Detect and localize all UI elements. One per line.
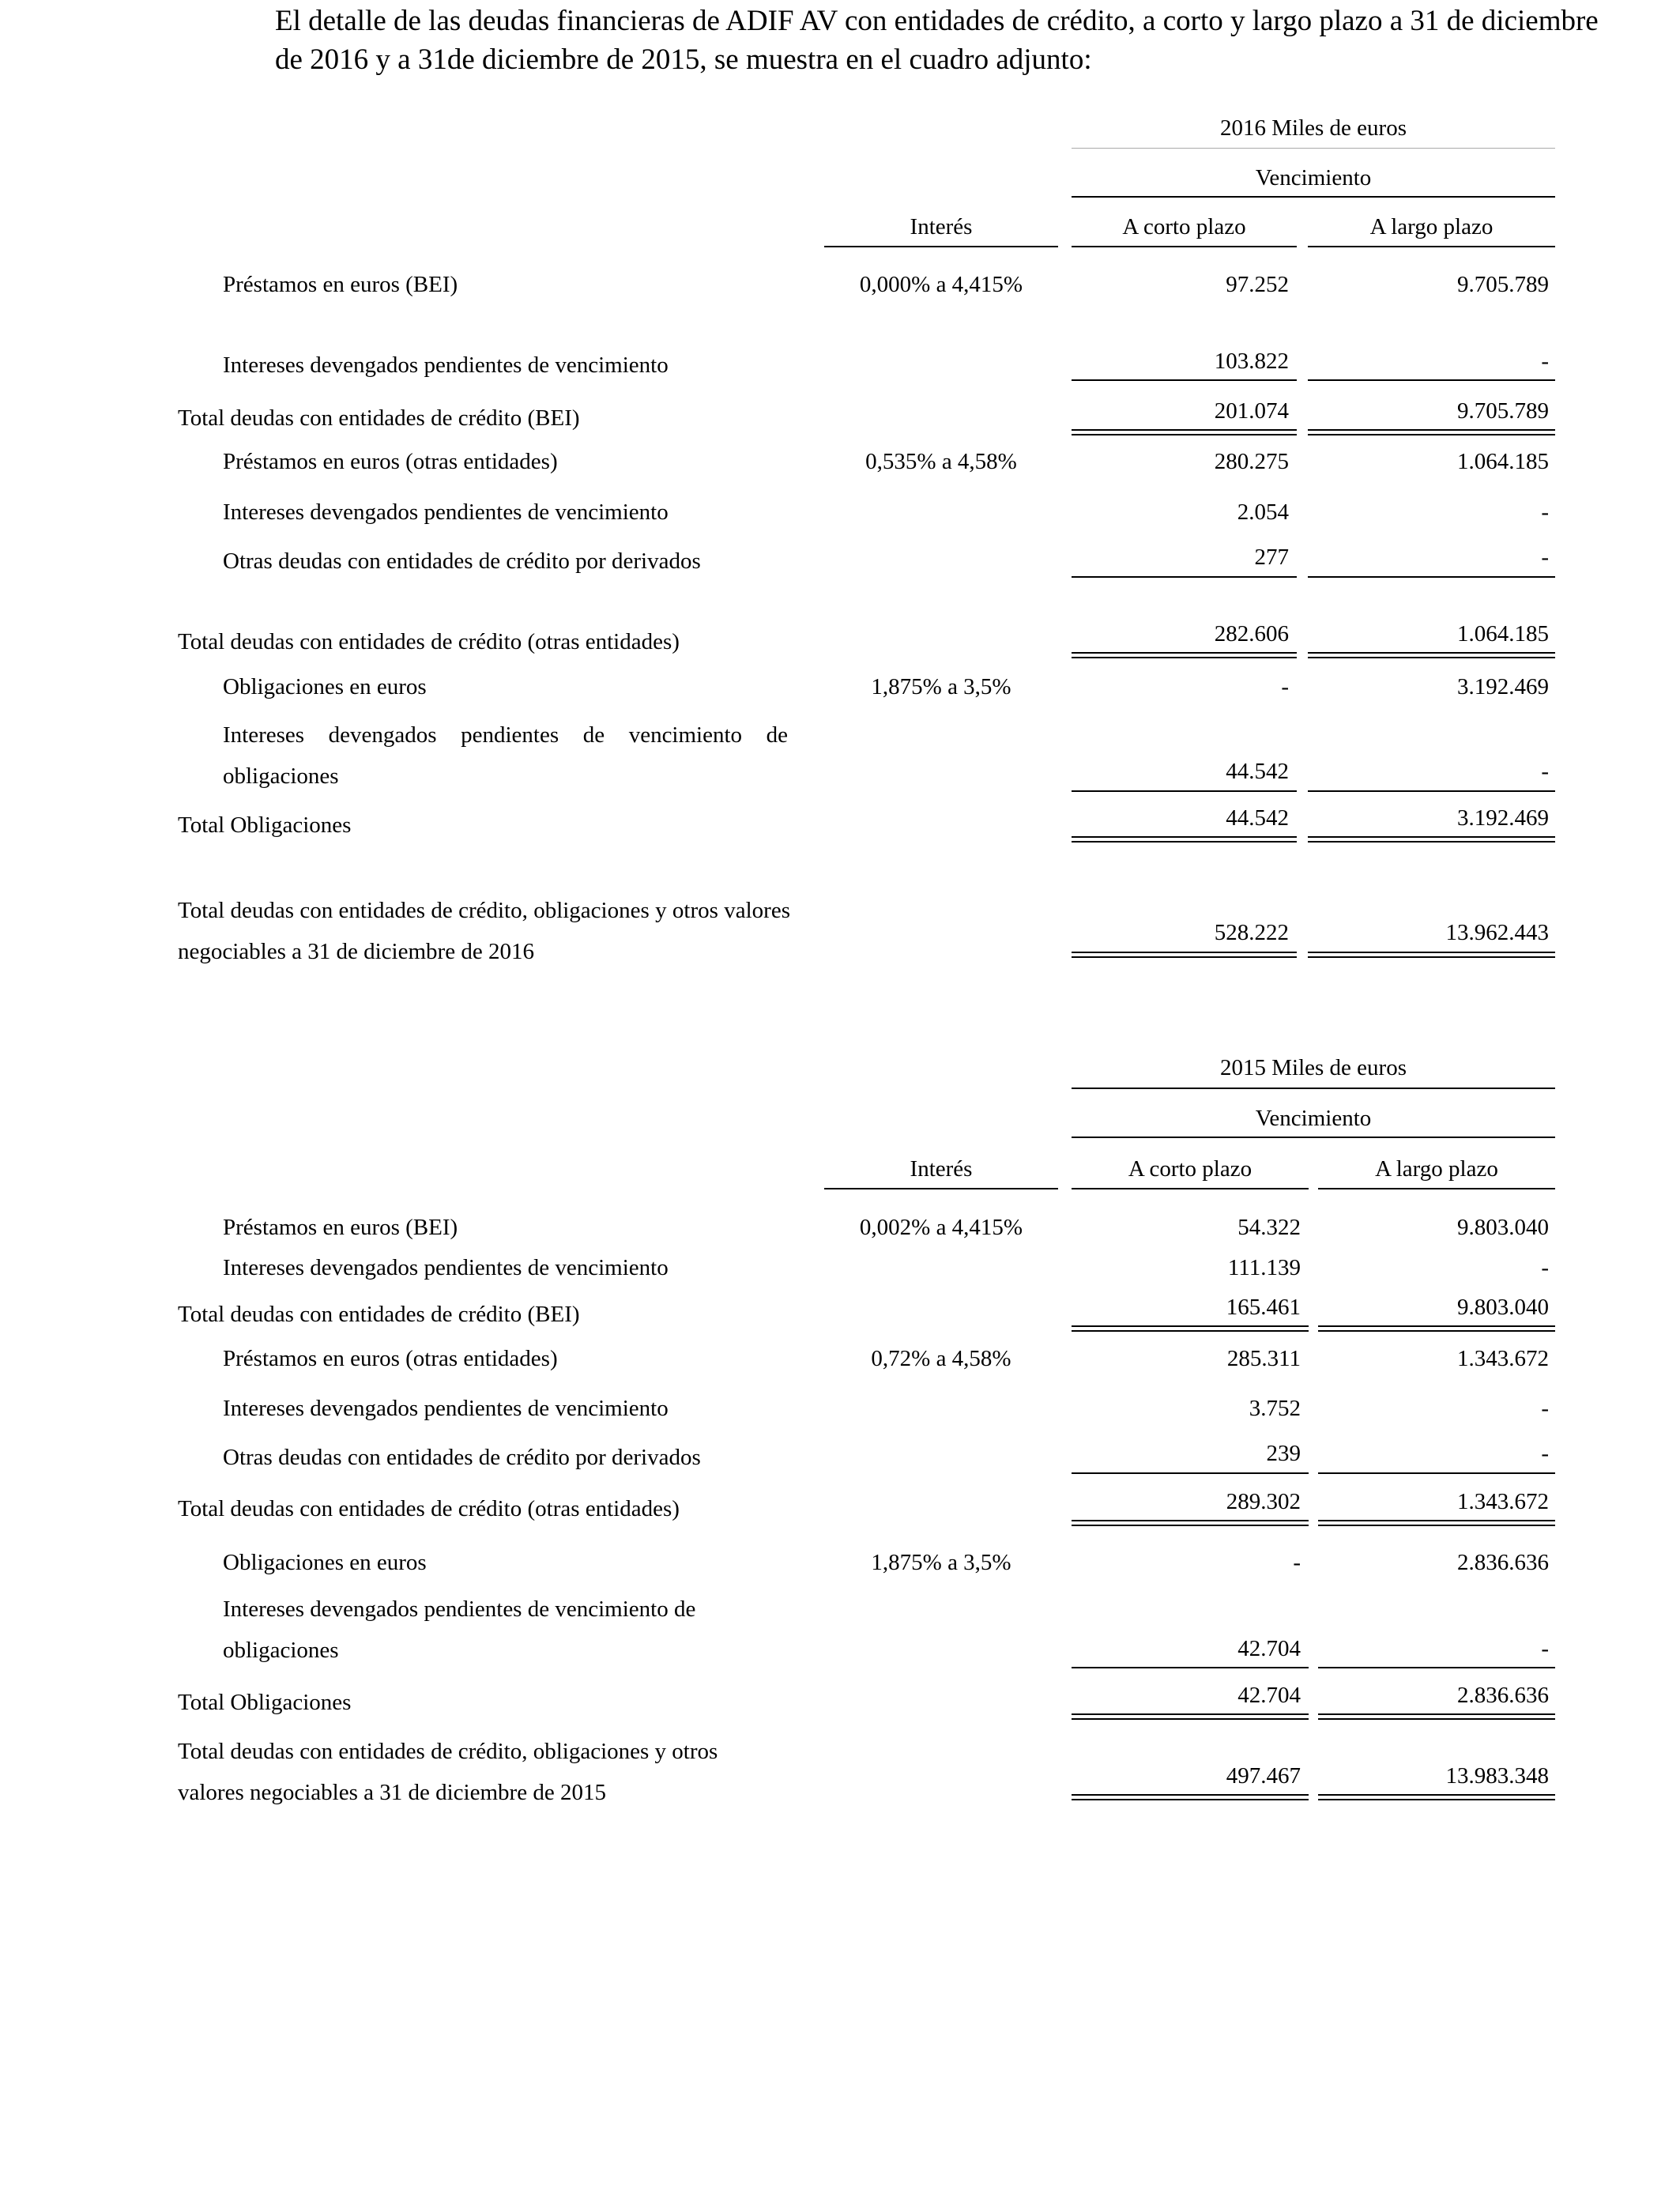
- row-largo: -: [1541, 349, 1549, 374]
- row-largo: -: [1541, 1636, 1549, 1661]
- double-rule: [1318, 1713, 1555, 1720]
- divider: [1072, 196, 1555, 198]
- table-2016-header: 2016 Miles de euros: [1220, 115, 1407, 141]
- divider: [1318, 1472, 1555, 1474]
- divider: [1308, 379, 1555, 381]
- row-label: Préstamos en euros (otras entidades): [223, 449, 558, 474]
- double-rule: [1072, 952, 1297, 958]
- row-largo: 1.064.185: [1457, 449, 1549, 474]
- divider: [1308, 790, 1555, 792]
- row-interes: 0,000% a 4,415%: [859, 272, 1023, 297]
- row-label: Total deudas con entidades de crédito, obligaciones y otros valores negociables a 31 de diciembre de 2016: [178, 898, 790, 964]
- double-rule: [1072, 429, 1297, 435]
- row-largo: 1.343.672: [1457, 1346, 1549, 1371]
- divider: [1072, 1137, 1555, 1138]
- row-corto: 111.139: [1227, 1255, 1301, 1280]
- row-corto: 239: [1266, 1441, 1301, 1466]
- divider: [1072, 1088, 1555, 1089]
- double-rule: [1308, 836, 1555, 843]
- row-label: Total deudas con entidades de crédito (otras entidades): [178, 1496, 680, 1521]
- row-largo: 1.343.672: [1457, 1489, 1549, 1514]
- divider: [1318, 1667, 1555, 1668]
- row-corto: 289.302: [1226, 1489, 1301, 1514]
- row-largo: 2.836.636: [1457, 1550, 1549, 1575]
- row-largo: 3.192.469: [1457, 674, 1549, 699]
- row-largo: 13.983.348: [1445, 1763, 1549, 1789]
- divider: [1072, 1188, 1309, 1189]
- row-largo: 9.803.040: [1457, 1295, 1549, 1320]
- double-rule: [1072, 1520, 1309, 1526]
- table-2015-header: 2015 Miles de euros: [1220, 1055, 1407, 1080]
- double-rule: [1308, 429, 1555, 435]
- row-label: Otras deudas con entidades de crédito por derivados: [223, 1445, 701, 1470]
- divider: [1072, 246, 1297, 247]
- row-label: Intereses devengados pendientes de vencimiento: [223, 1255, 669, 1280]
- row-label: Total deudas con entidades de crédito (BEI): [178, 405, 580, 431]
- double-rule: [1308, 652, 1555, 658]
- row-label: Préstamos en euros (BEI): [223, 272, 458, 297]
- intro-paragraph: El detalle de las deudas financieras de ADIF AV con entidades de crédito, a corto y largo plazo a 31 de diciembre de 2016 y a 31de diciembre de 2015, se muestra en el cuadro adjunto:: [275, 5, 1599, 76]
- row-largo: 13.962.443: [1445, 920, 1549, 945]
- divider: [1072, 148, 1555, 149]
- double-rule: [1072, 652, 1297, 658]
- row-corto: 54.322: [1237, 1215, 1301, 1240]
- row-corto: 97.252: [1226, 272, 1289, 297]
- row-largo: 9.705.789: [1457, 398, 1549, 424]
- row-interes: 1,875% a 3,5%: [871, 1550, 1011, 1575]
- row-label: Intereses devengados pendientes de vencimiento: [223, 499, 669, 525]
- row-interes: 0,535% a 4,58%: [865, 449, 1017, 474]
- row-largo: -: [1541, 1441, 1549, 1466]
- row-interes: 0,002% a 4,415%: [859, 1215, 1023, 1240]
- divider: [1072, 1667, 1309, 1668]
- divider: [1308, 576, 1555, 578]
- vencimiento-header: Vencimiento: [1255, 165, 1372, 190]
- row-label: Intereses devengados pendientes de vencimiento: [223, 1396, 669, 1421]
- row-label: Intereses devengados pendientes de vencimiento de obligaciones: [223, 722, 788, 789]
- largo-header: A largo plazo: [1369, 214, 1494, 239]
- corto-header: A corto plazo: [1122, 214, 1246, 239]
- interes-header: Interés: [910, 214, 973, 239]
- vencimiento-header: Vencimiento: [1255, 1106, 1372, 1131]
- double-rule: [1072, 836, 1297, 843]
- row-label: Préstamos en euros (otras entidades): [223, 1346, 558, 1371]
- row-label: Intereses devengados pendientes de vencimiento de obligaciones: [223, 1596, 696, 1663]
- row-label: Préstamos en euros (BEI): [223, 1215, 458, 1240]
- row-label: Total deudas con entidades de crédito (BEI): [178, 1302, 580, 1327]
- row-label: Total Obligaciones: [178, 1690, 352, 1715]
- divider: [824, 246, 1058, 247]
- divider: [1318, 1188, 1555, 1189]
- row-corto: 44.542: [1226, 805, 1289, 831]
- double-rule: [1318, 1520, 1555, 1526]
- double-rule: [1072, 1794, 1309, 1800]
- row-largo: -: [1541, 545, 1549, 570]
- double-rule: [1072, 1713, 1309, 1720]
- divider: [1072, 790, 1297, 792]
- row-largo: -: [1541, 1396, 1549, 1421]
- row-largo: 9.705.789: [1457, 272, 1549, 297]
- row-corto: 2.054: [1237, 499, 1289, 525]
- row-corto: 201.074: [1214, 398, 1289, 424]
- divider: [1072, 1472, 1309, 1474]
- row-largo: 9.803.040: [1457, 1215, 1549, 1240]
- row-corto: 285.311: [1226, 1346, 1301, 1371]
- divider: [1308, 246, 1555, 247]
- row-corto: 277: [1254, 545, 1289, 570]
- row-label: Intereses devengados pendientes de vencimiento: [223, 352, 669, 378]
- divider: [824, 1188, 1058, 1189]
- row-corto: 103.822: [1214, 349, 1289, 374]
- row-largo: -: [1541, 759, 1549, 784]
- row-corto: 44.542: [1226, 759, 1289, 784]
- double-rule: [1072, 1325, 1309, 1332]
- row-largo: -: [1541, 499, 1549, 525]
- double-rule: [1308, 952, 1555, 958]
- row-interes: 0,72% a 4,58%: [871, 1346, 1011, 1371]
- row-largo: 2.836.636: [1457, 1683, 1549, 1708]
- row-label: Obligaciones en euros: [223, 674, 427, 699]
- row-largo: -: [1541, 1255, 1549, 1280]
- row-label: Obligaciones en euros: [223, 1550, 427, 1575]
- row-corto: 165.461: [1226, 1295, 1301, 1320]
- row-corto: 42.704: [1237, 1636, 1301, 1661]
- row-largo: 3.192.469: [1457, 805, 1549, 831]
- row-interes: 1,875% a 3,5%: [871, 674, 1011, 699]
- row-corto: 528.222: [1214, 920, 1289, 945]
- row-corto: 280.275: [1214, 449, 1289, 474]
- row-label: Total Obligaciones: [178, 812, 352, 838]
- row-corto: -: [1281, 674, 1289, 699]
- row-largo: 1.064.185: [1457, 621, 1549, 647]
- double-rule: [1318, 1325, 1555, 1332]
- divider: [1072, 576, 1297, 578]
- largo-header: A largo plazo: [1375, 1156, 1498, 1182]
- row-corto: 3.752: [1249, 1396, 1301, 1421]
- row-label: Total deudas con entidades de crédito, obligaciones y otros valores negociables a 31 de diciembre de 2015: [178, 1739, 718, 1805]
- corto-header: A corto plazo: [1128, 1156, 1252, 1182]
- double-rule: [1318, 1794, 1555, 1800]
- row-corto: 42.704: [1237, 1683, 1301, 1708]
- interes-header: Interés: [910, 1156, 973, 1182]
- row-corto: 282.606: [1214, 621, 1289, 647]
- row-label: Total deudas con entidades de crédito (otras entidades): [178, 629, 680, 654]
- divider: [1072, 379, 1297, 381]
- row-corto: 497.467: [1226, 1763, 1301, 1789]
- row-label: Otras deudas con entidades de crédito por derivados: [223, 548, 701, 574]
- row-corto: -: [1293, 1550, 1301, 1575]
